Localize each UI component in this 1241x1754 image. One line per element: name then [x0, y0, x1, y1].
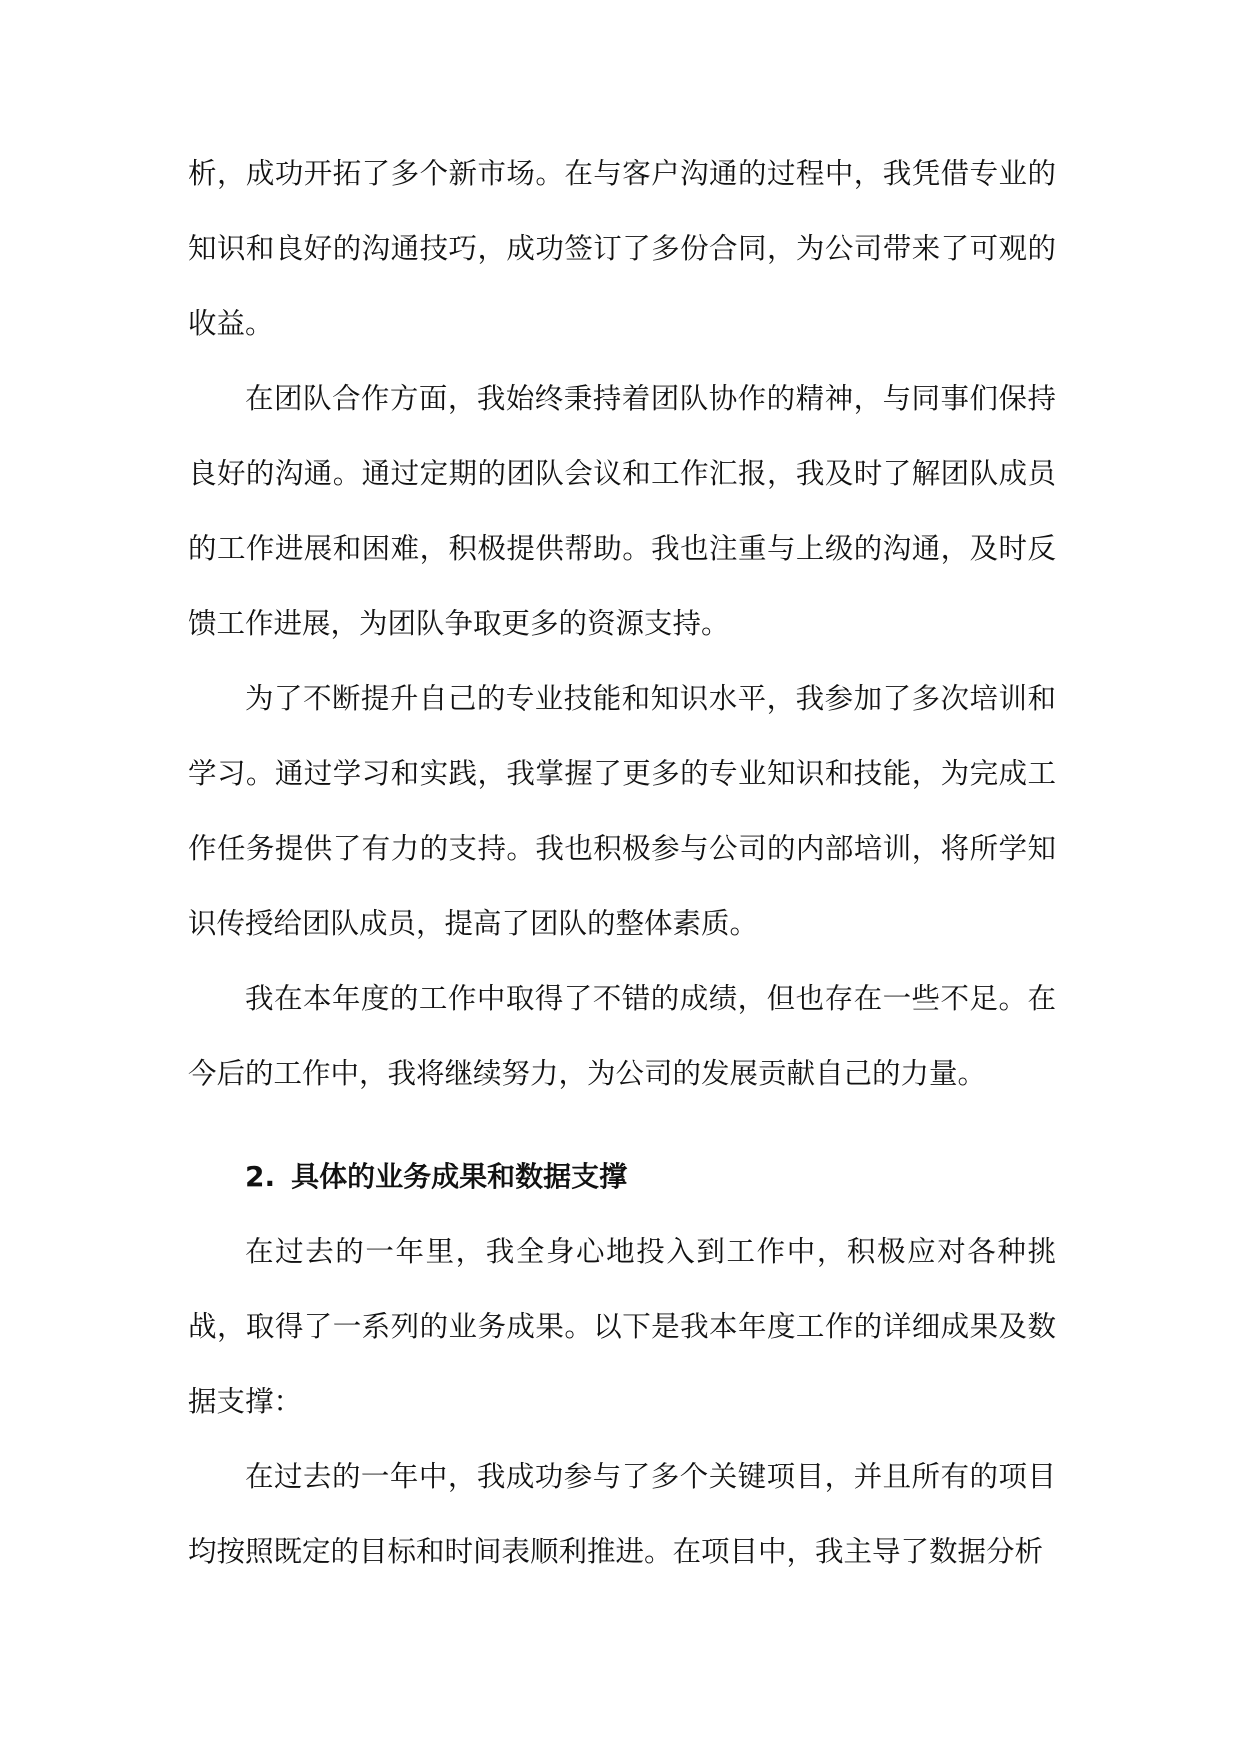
- section-heading: [188, 1139, 1056, 1214]
- paragraph-continuation: 析，成功开拓了多个新市场。在与客户沟通的过程中，我凭借专业的知识和良好的沟通技巧，成功签订了多份合同，为公司带来了可观的收益。: [188, 157, 1056, 340]
- document-body: [188, 136, 1056, 1589]
- paragraph-training: 为了不断提升自己的专业技能和知识水平，我参加了多次培训和学习。通过学习和实践，我掌握了更多的专业知识和技能，为完成工作任务提供了有力的支持。我也积极参与公司的内部培训，将所学知识传授给团队成员，提高了团队的整体素质。: [188, 682, 1056, 940]
- paragraph-projects: 在过去的一年中，我成功参与了多个关键项目，并且所有的项目均按照既定的目标和时间表顺利推进。在项目中，我主导了数据分析: [188, 1460, 1056, 1568]
- paragraph-summary: 我在本年度的工作中取得了不错的成绩，但也存在一些不足。在今后的工作中，我将继续努力，为公司的发展贡献自己的力量。: [188, 982, 1056, 1090]
- section-heading-number: 2.: [245, 1160, 276, 1193]
- paragraph-teamwork: 在团队合作方面，我始终秉持着团队协作的精神，与同事们保持良好的沟通。通过定期的团队会议和工作汇报，我及时了解团队成员的工作进展和困难，积极提供帮助。我也注重与上级的沟通，及时反馈工作进展，为团队争取更多的资源支持。: [188, 382, 1056, 640]
- paragraph-intro-results: 在过去的一年里，我全身心地投入到工作中，积极应对各种挑战，取得了一系列的业务成果。以下是我本年度工作的详细成果及数据支撑：: [188, 1235, 1056, 1418]
- section-heading-title: 具体的业务成果和数据支撑: [291, 1160, 628, 1193]
